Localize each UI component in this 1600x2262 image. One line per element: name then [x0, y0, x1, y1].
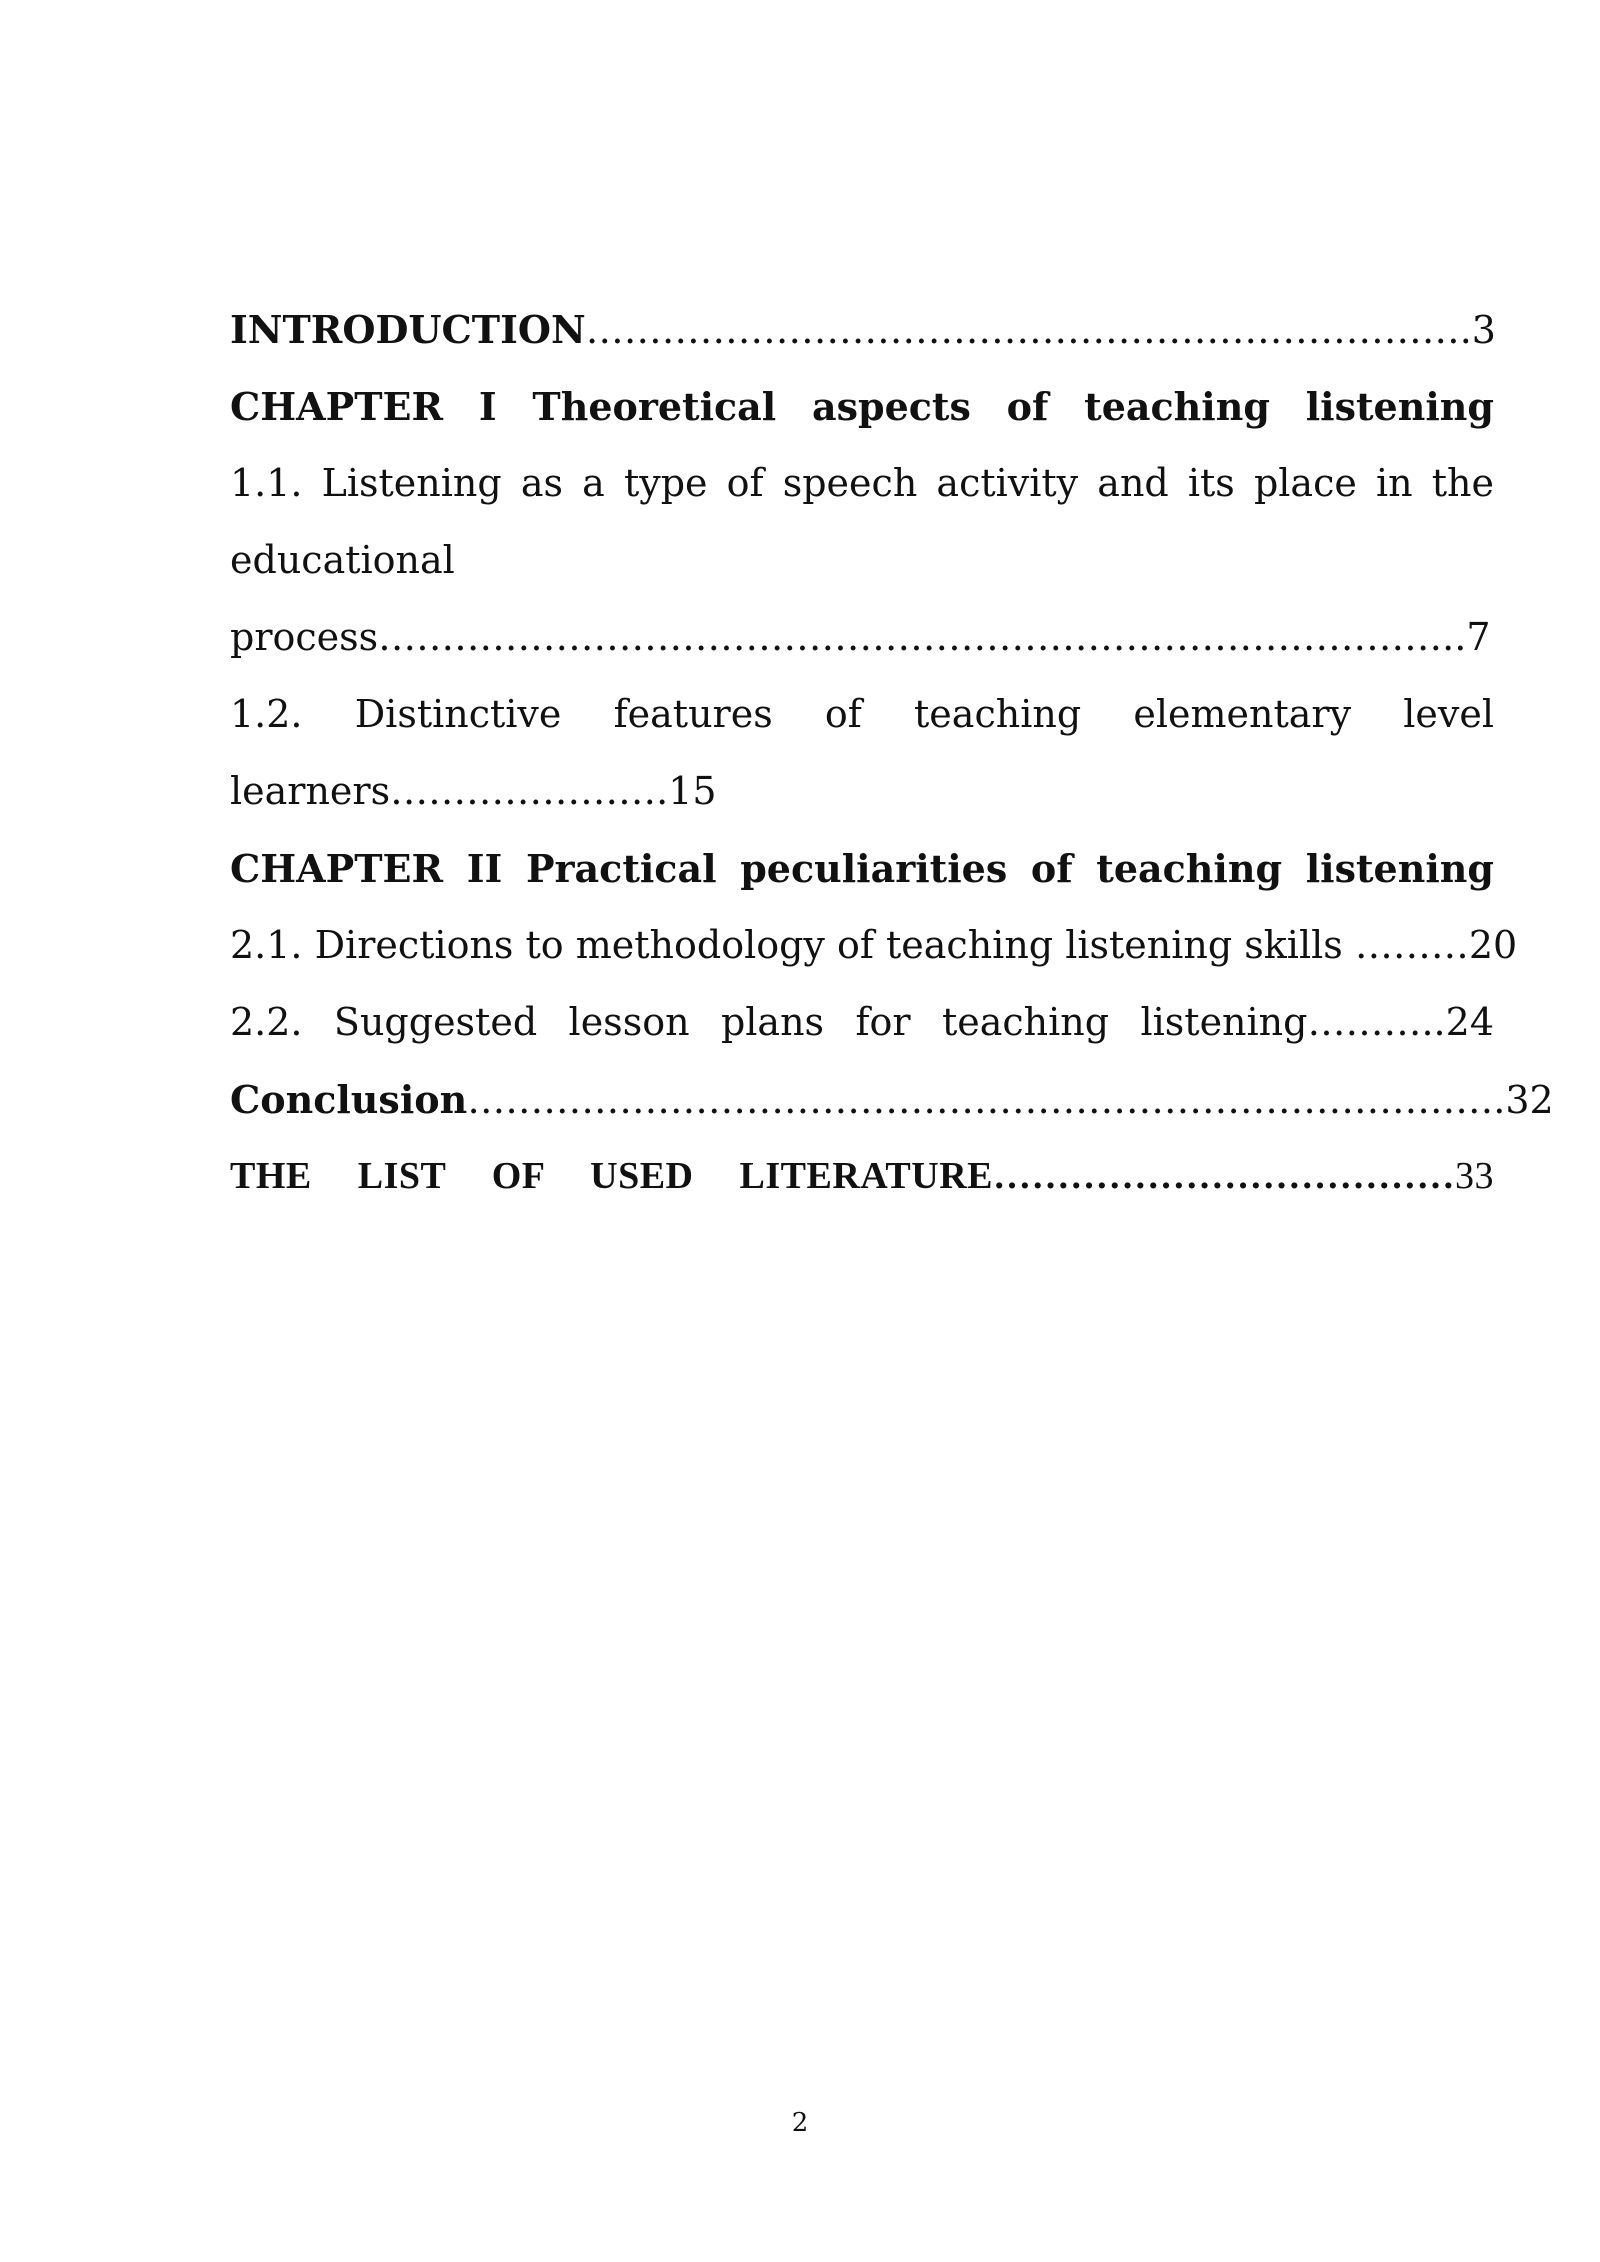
toc-entry-text: 2.1. Directions to methodology of teaching listening skills ………: [230, 923, 1469, 967]
toc-page-number: 32: [1505, 1078, 1554, 1122]
toc-entry-title: INTRODUCTION: [230, 307, 586, 352]
toc-entry-text: process: [230, 615, 379, 659]
toc-entry-1-1-line3[interactable]: [230, 599, 1494, 676]
toc-page-number: 33: [1455, 1155, 1494, 1197]
toc-leader-dots: ………………….: [390, 769, 669, 813]
toc-entry-1-1-line2[interactable]: educational: [230, 538, 455, 582]
toc-page-number: 20: [1468, 923, 1518, 967]
toc-chapter-1[interactable]: CHAPTER I Theoretical aspects of teaching listening: [230, 384, 1494, 429]
toc-entry-1-2-line2[interactable]: [230, 753, 1494, 830]
toc-page-number: 24: [1445, 1000, 1494, 1044]
page-number: 2: [791, 2108, 809, 2138]
toc-leader-dots: …………………………………………………………………………..: [378, 615, 1467, 659]
toc-entry-1-2-line1[interactable]: 1.2. Distinctive features of teaching elementary level: [230, 692, 1494, 736]
table-of-contents: [230, 291, 1554, 1215]
toc-leader-dots: ……………………………………………………………………….: [467, 1078, 1506, 1122]
toc-chapter-2[interactable]: CHAPTER II Practical peculiarities of teaching listening: [230, 846, 1494, 891]
toc-entry-title: THE LIST OF USED LITERATURE: [230, 1155, 993, 1197]
toc-page-number: 7: [1466, 615, 1491, 659]
toc-leader-dots: ………………………………: [993, 1155, 1455, 1197]
toc-entry-2-1[interactable]: [230, 907, 1518, 984]
toc-entry-2-2[interactable]: [230, 984, 1494, 1061]
toc-entry-1-1-line1[interactable]: 1.1. Listening as a type of speech activity and its place in the: [230, 461, 1494, 505]
toc-entry-title: Conclusion: [230, 1077, 468, 1122]
toc-entry-conclusion[interactable]: [230, 1061, 1554, 1138]
toc-page-number: 15: [668, 769, 717, 813]
toc-entry-text: 2.2. Suggested lesson plans for teaching listening………..: [230, 1000, 1446, 1044]
toc-entry-introduction[interactable]: [230, 291, 1494, 368]
toc-entry-text: learners: [230, 769, 391, 813]
toc-page-number: 3: [1471, 308, 1496, 352]
toc-entry-literature[interactable]: [230, 1138, 1494, 1215]
toc-leader-dots: …………………………………………………………….: [585, 308, 1472, 352]
